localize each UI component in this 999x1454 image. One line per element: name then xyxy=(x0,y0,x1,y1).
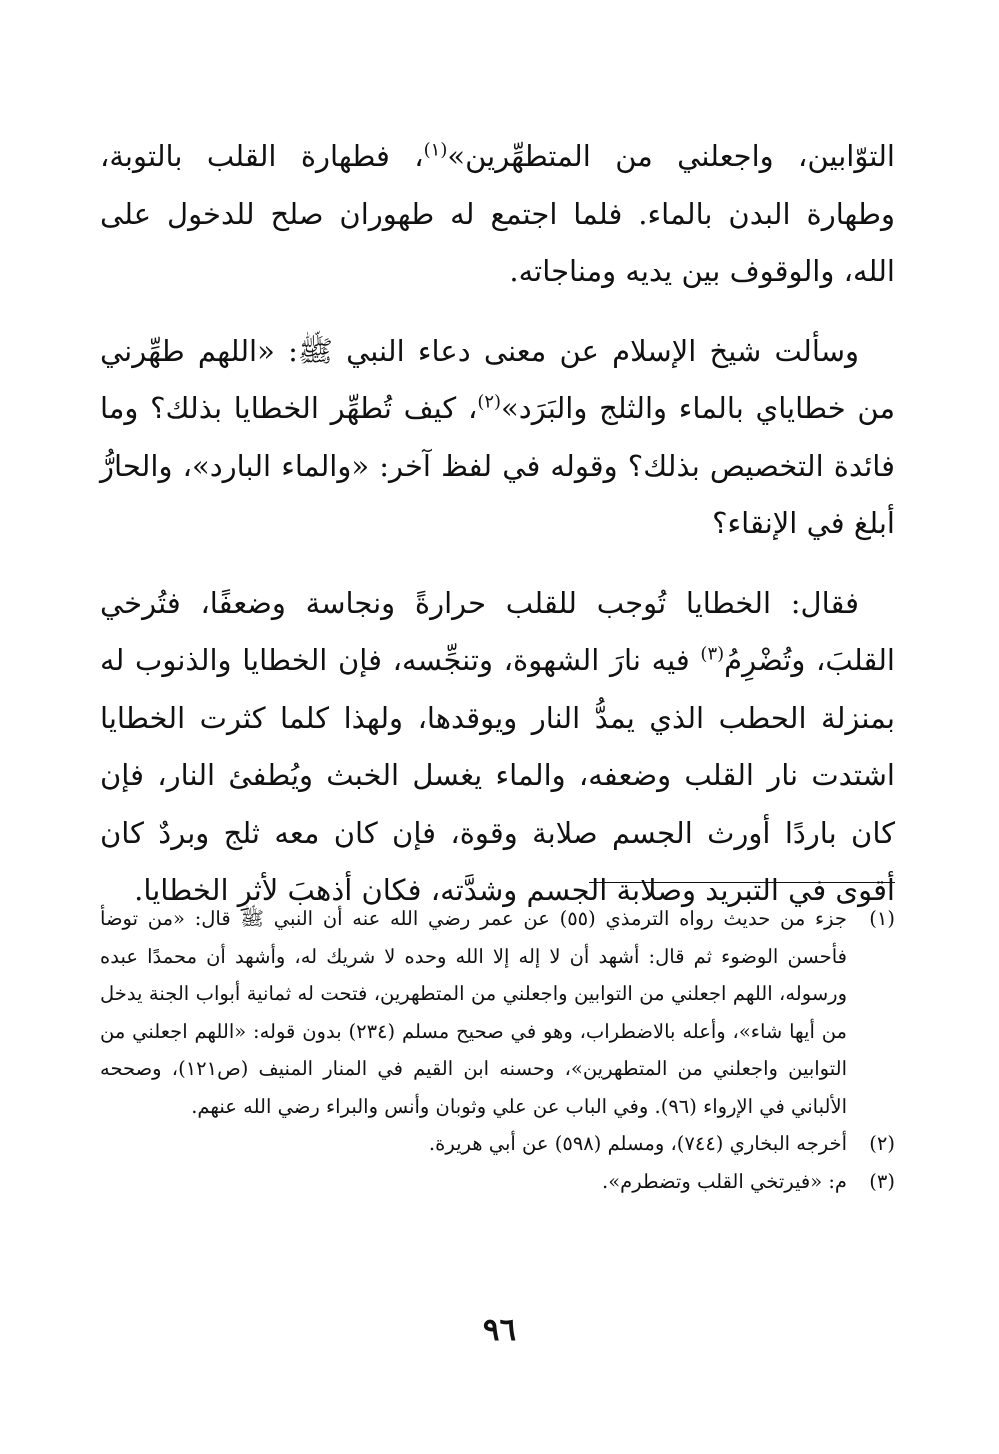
footnote-separator xyxy=(589,882,895,883)
footnote-ref-1: (١) xyxy=(423,139,448,161)
footnote-2 xyxy=(100,1125,895,1163)
paragraph-2-text-b: ، كيف تُطهِّر الخطايا بذلك؟ وما فائدة التخصيص بذلك؟ وقوله في لفظ آخر: «والماء البارد»، والحارُّ أبلغ في الإنقاء؟ xyxy=(100,391,895,540)
footnote-2-number: (٢) xyxy=(869,1132,895,1155)
paragraph-2-text-a: وسألت شيخ الإسلام عن معنى دعاء النبي ﷺ: «اللهم طهِّرني من خطاياي بالماء والثلج والبَرَد» xyxy=(100,333,895,425)
footnote-ref-3: (٣) xyxy=(700,643,725,665)
paragraph-3-text-a: فقال: الخطايا تُوجب للقلب حرارةً ونجاسة وضعفًا، فتُرخي القلبَ، وتُضْرِمُ xyxy=(100,585,895,677)
footnotes xyxy=(100,900,895,1200)
paragraph-3-text-b: فيه نارَ الشهوة، وتنجِّسه، فإن الخطايا والذنوب له بمنزلة الحطب الذي يمدُّ النار ويوقدها، ولهذا كلما كثرت الخطايا اشتدت نار القلب وضعفه، والماء يغسل الخبث ويُطفئ النار، فإن كان باردًا أورث الجسم صلابة وقوة، فإن كان معه ثلج وبردٌ كان أقوى في التبريد وصلابة الجسم وشدَّته، فكان أذهبَ لأثرِ الخطايا. xyxy=(100,643,895,907)
paragraph-2 xyxy=(100,323,895,553)
page-number: ٩٦ xyxy=(482,1312,517,1348)
footnote-1-number: (١) xyxy=(869,907,895,930)
footnote-3-number: (٣) xyxy=(869,1169,895,1193)
paragraph-1-text-b: ، فطهارة القلب بالتوبة، وطهارة البدن بالماء. فلما اجتمع له طهوران صلح للدخول على الله، والوقوف بين يديه ومناجاته. xyxy=(100,139,895,288)
main-text xyxy=(100,128,895,942)
paragraph-1-text-a: التوّابين، واجعلني من المتطهِّرين» xyxy=(447,139,895,173)
footnote-ref-2: (٢) xyxy=(477,391,502,413)
paragraph-3 xyxy=(100,575,895,920)
footnote-1 xyxy=(100,900,895,1125)
paragraph-1 xyxy=(100,128,895,301)
footnote-2-text: أخرجه البخاري (٧٤٤)، ومسلم (٥٩٨) عن أبي هريرة. xyxy=(428,1132,847,1155)
footnote-1-text: جزء من حديث رواه الترمذي (٥٥) عن عمر رضي الله عنه أن النبي ﷺ قال: «من توضأ فأحسن الوضوء ثم قال: أشهد أن لا إله إلا الله وحده لا شريك له، وأشهد أن محمدًا عبده ورسوله، اللهم اجعلني من التوابين واجعلني من المتطهرين، فتحت له ثمانية أبواب الجنة يدخل من أيها شاء»، وأعله بالاضطراب، وهو في صحيح مسلم (٢٣٤) بدون قوله: «اللهم اجعلني من التوابين واجعلني من المتطهرين»، وحسنه ابن القيم في المنار المنيف (ص١٢١)، وصححه الألباني في الإرواء (٩٦). وفي الباب عن علي وثوبان وأنس والبراء رضي الله عنهم. xyxy=(100,907,847,1118)
footnote-3 xyxy=(100,1163,895,1201)
footnote-3-text: م: «فيرتخي القلب وتضطرم». xyxy=(602,1169,847,1193)
